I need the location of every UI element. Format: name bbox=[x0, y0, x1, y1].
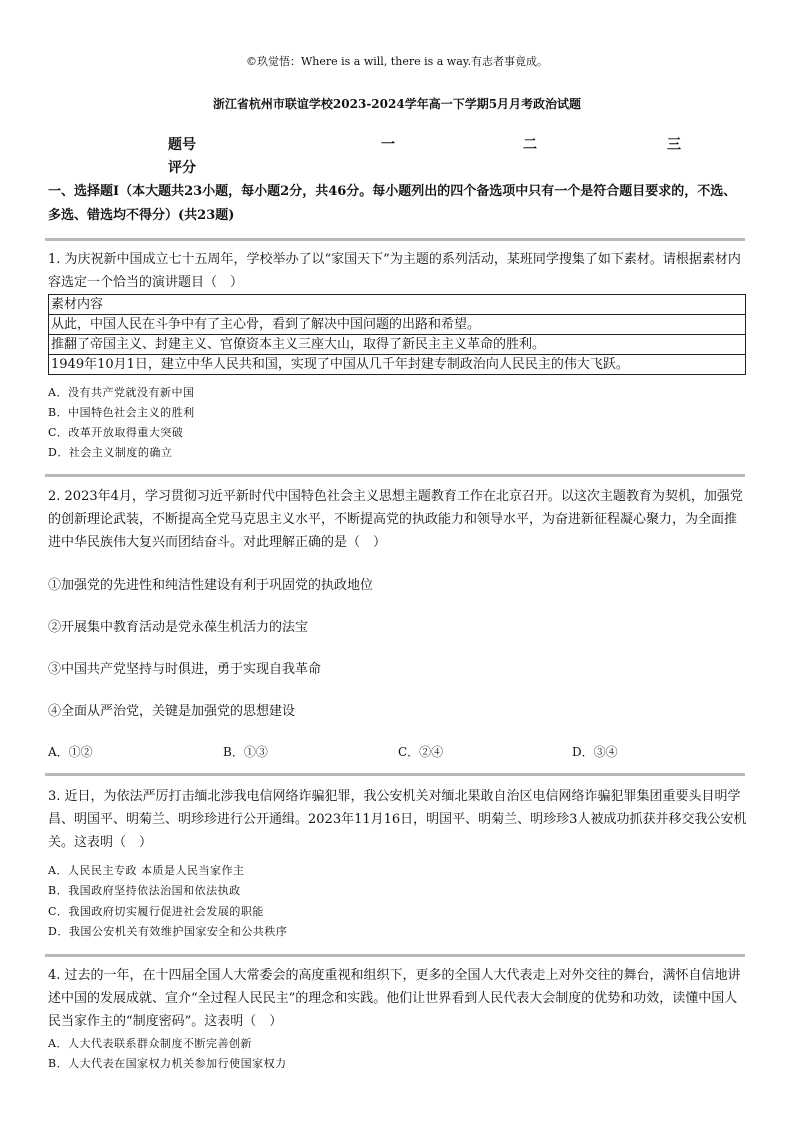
q2-option-d: D．③④ bbox=[572, 745, 618, 759]
q2-statement-1: ①加强党的先进性和纯洁性建设有利于巩固党的执政地位 bbox=[48, 578, 374, 593]
question-2-stem: 2. 2023年4月，学习贯彻习近平新时代中国特色社会主义思想主题教育工作在北京召开。以这次主题教育为契机，加强党的创新理论武装，不断提高全党马克思主义水平，不断提高党的执政能力和领导水平，为奋进新征程凝心聚力，为全面推进中华民族伟大复兴而团结奋斗。对此理解正确的是（ ） bbox=[48, 489, 743, 550]
q3-option-a: A．人民民主专政 本质是人民当家作主 bbox=[48, 864, 245, 877]
q1-option-c: C．改革开放取得重大突破 bbox=[48, 426, 184, 439]
section-heading: 一、选择题Ⅰ（本大题共23小题，每小题2分，共46分。每小题列出的四个备选项中只有一个是符合题目要求的，不选、多选、错选均不得分）(共23题) bbox=[48, 184, 737, 223]
score-table-col-3: 三 bbox=[667, 137, 681, 153]
page-motto: ©玖觉悟：Where is a will, there is a way.有志者事竟成。 bbox=[245, 55, 549, 68]
exam-title: 浙江省杭州市联谊学校2023-2024学年高一下学期5月月考政治试题 bbox=[212, 97, 582, 111]
q2-statement-4: ④全面从严治党，关键是加强党的思想建设 bbox=[48, 704, 296, 719]
q3-option-c: C．我国政府切实履行促进社会发展的职能 bbox=[48, 905, 264, 918]
question-1-stem: 1. 为庆祝新中国成立七十五周年，学校举办了以“家国天下”为主题的系列活动，某班同学搜集了如下素材。请根据素材内容选定一个恰当的演讲题目（ ） bbox=[48, 252, 741, 290]
q2-statement-3: ③中国共产党坚持与时俱进，勇于实现自我革命 bbox=[48, 662, 322, 677]
q2-option-a: A．①② bbox=[48, 745, 93, 759]
question-divider bbox=[45, 238, 745, 241]
question-divider bbox=[45, 773, 745, 776]
score-table-row-label-number: 题号 bbox=[168, 137, 196, 153]
question-4-stem: 4. 过去的一年，在十四届全国人大常委会的高度重视和组织下，更多的全国人大代表走上对外交往的舞台，满怀自信地讲述中国的发展成就、宣介“全过程人民民主”的理念和实践。他们让世界看到人民代表大会制度的优势和功效，读懂中国人民当家作主的“制度密码”。这表明（ ） bbox=[48, 968, 741, 1029]
question-3-stem: 3. 近日，为依法严厉打击缅北涉我电信网络诈骗犯罪，我公安机关对缅北果敢自治区电信网络诈骗犯罪集团重要头目明学昌、明国平、明菊兰、明珍珍进行公开通缉。2023年11月16日，明国平、明菊兰、明珍珍3人被成功抓获并移交我公安机关。这表明（ ） bbox=[48, 789, 747, 850]
q1-option-b: B．中国特色社会主义的胜利 bbox=[48, 406, 195, 419]
material-row: 推翻了帝国主义、封建主义、官僚资本主义三座大山，取得了新民主主义革命的胜利。 bbox=[49, 335, 746, 355]
question-divider bbox=[45, 954, 745, 957]
q4-option-a: A．人大代表联系群众制度不断完善创新 bbox=[48, 1037, 252, 1050]
q4-option-b: B．人大代表在国家权力机关参加行使国家权力 bbox=[48, 1057, 287, 1070]
q2-option-c: C．②④ bbox=[398, 745, 444, 759]
material-row: 1949年10月1日，建立中华人民共和国，实现了中国从几千年封建专制政治向人民民主的伟大飞跃。 bbox=[49, 355, 746, 375]
material-row: 从此，中国人民在斗争中有了主心骨，看到了解决中国问题的出路和希望。 bbox=[49, 315, 746, 335]
q1-option-a: A．没有共产党就没有新中国 bbox=[48, 386, 195, 399]
q1-option-d: D．社会主义制度的确立 bbox=[48, 446, 173, 459]
q3-option-d: D．我国公安机关有效维护国家安全和公共秩序 bbox=[48, 925, 288, 938]
material-table-header: 素材内容 bbox=[49, 295, 746, 315]
score-table-col-1: 一 bbox=[381, 137, 395, 153]
material-table bbox=[48, 294, 746, 375]
score-table-col-2: 二 bbox=[523, 137, 537, 153]
score-table-row-label-score: 评分 bbox=[168, 160, 196, 176]
question-divider bbox=[45, 474, 745, 477]
q2-option-b: B．①③ bbox=[223, 745, 268, 759]
q2-statement-2: ②开展集中教育活动是党永葆生机活力的法宝 bbox=[48, 620, 309, 635]
q3-option-b: B．我国政府坚持依法治国和依法执政 bbox=[48, 884, 241, 897]
